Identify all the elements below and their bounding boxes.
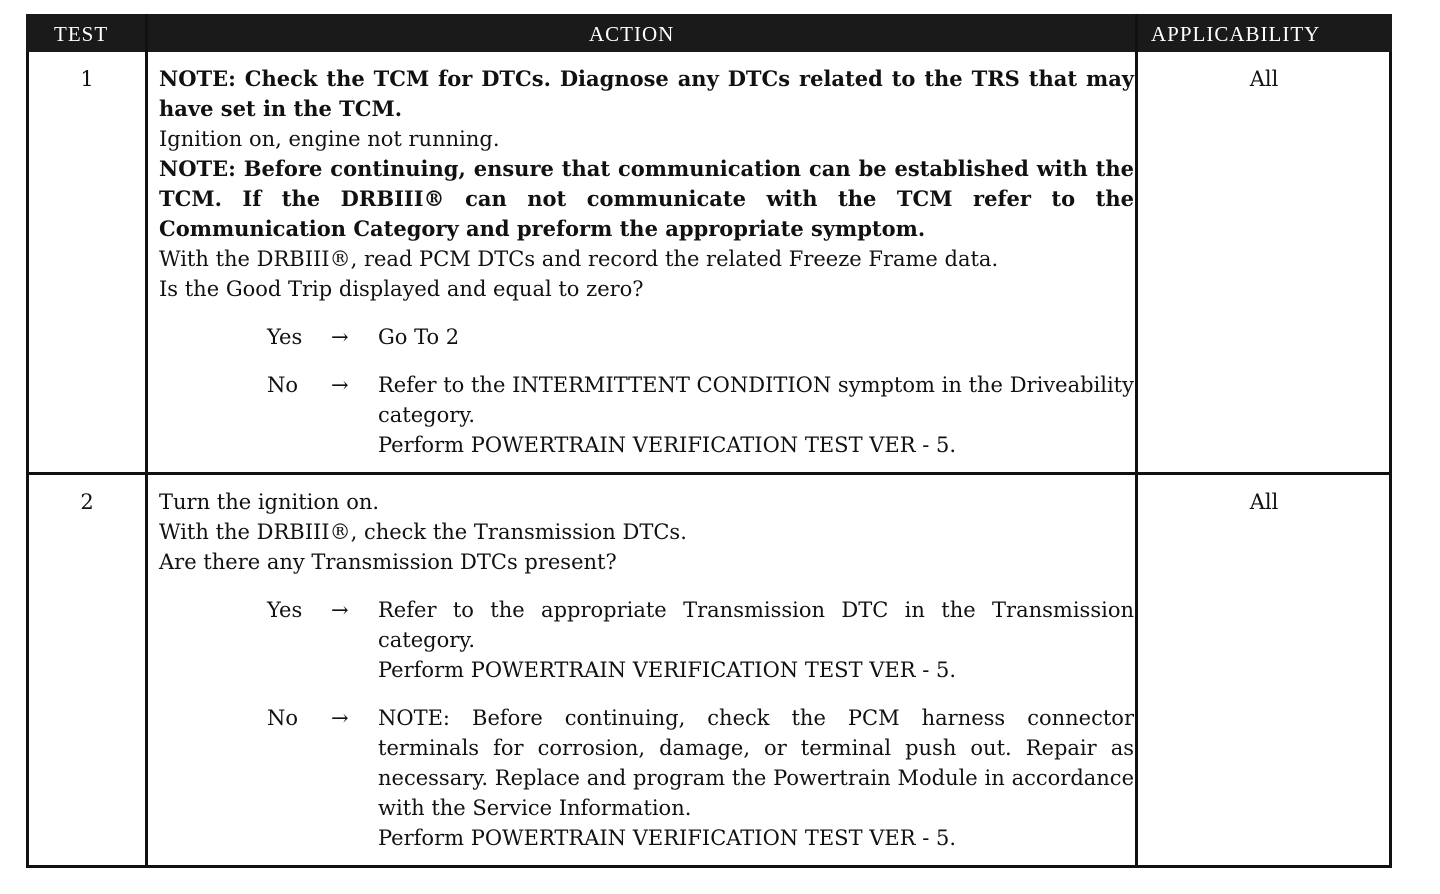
action-question: Are there any Transmission DTCs present?	[159, 550, 617, 574]
test-number: 2	[80, 490, 94, 514]
action-step: With the DRBIII®, read PCM DTCs and record the related Freeze Frame data.	[159, 247, 999, 271]
action-note: NOTE: Check the TCM for DTCs. Diagnose any DTCs related to the TRS that may have set in the TCM.	[159, 66, 1134, 121]
applicability-value: All	[1249, 490, 1279, 514]
header-applicability: APPLICABILITY	[1151, 22, 1321, 46]
header-test: TEST	[54, 22, 109, 46]
action-cell	[159, 64, 1134, 460]
table-header	[26, 14, 1392, 52]
right-arrow-icon: →	[331, 598, 349, 622]
header-action: ACTION	[589, 22, 675, 46]
yes-response	[267, 595, 1134, 685]
applicability-value: All	[1249, 67, 1279, 91]
response-text: NOTE: Before continuing, check the PCM harness connector terminals for corrosion, damage, or terminal push out. Repair as necessary. Replace and program the Powertrain Module in accordance with the Service Information.	[378, 706, 1134, 820]
column-divider-applicability	[1135, 14, 1138, 865]
response-text: Refer to the INTERMITTENT CONDITION symptom in the Driveability category.	[378, 373, 1134, 427]
yes-label: Yes	[267, 598, 303, 622]
diagnostic-table	[26, 14, 1392, 868]
right-arrow-icon: →	[331, 325, 349, 349]
yes-label: Yes	[267, 325, 303, 349]
action-cell	[159, 487, 1134, 853]
no-response	[267, 703, 1134, 853]
column-divider-test	[145, 14, 148, 865]
action-step: Turn the ignition on.	[159, 490, 380, 514]
response-text: Perform POWERTRAIN VERIFICATION TEST VER - 5.	[378, 433, 957, 457]
right-arrow-icon: →	[331, 706, 349, 730]
action-step: Ignition on, engine not running.	[159, 127, 500, 151]
no-label: No	[267, 373, 299, 397]
row-divider	[29, 472, 1389, 475]
no-response	[267, 370, 1134, 460]
right-arrow-icon: →	[331, 373, 349, 397]
test-number: 1	[80, 67, 94, 91]
response-text: Perform POWERTRAIN VERIFICATION TEST VER - 5.	[378, 826, 957, 850]
response-text: Perform POWERTRAIN VERIFICATION TEST VER - 5.	[378, 658, 957, 682]
no-label: No	[267, 706, 299, 730]
response-text: Refer to the appropriate Transmission DTC in the Transmission category.	[378, 598, 1134, 652]
yes-response	[267, 322, 1134, 352]
action-question: Is the Good Trip displayed and equal to zero?	[159, 277, 644, 301]
action-step: With the DRBIII®, check the Transmission DTCs.	[159, 520, 687, 544]
response-text: Go To 2	[378, 325, 460, 349]
action-note: NOTE: Before continuing, ensure that communication can be established with the TCM. If the DRBIII® can not communicate with the TCM refer to the Communication Category and preform the appropriate symptom.	[159, 156, 1134, 241]
